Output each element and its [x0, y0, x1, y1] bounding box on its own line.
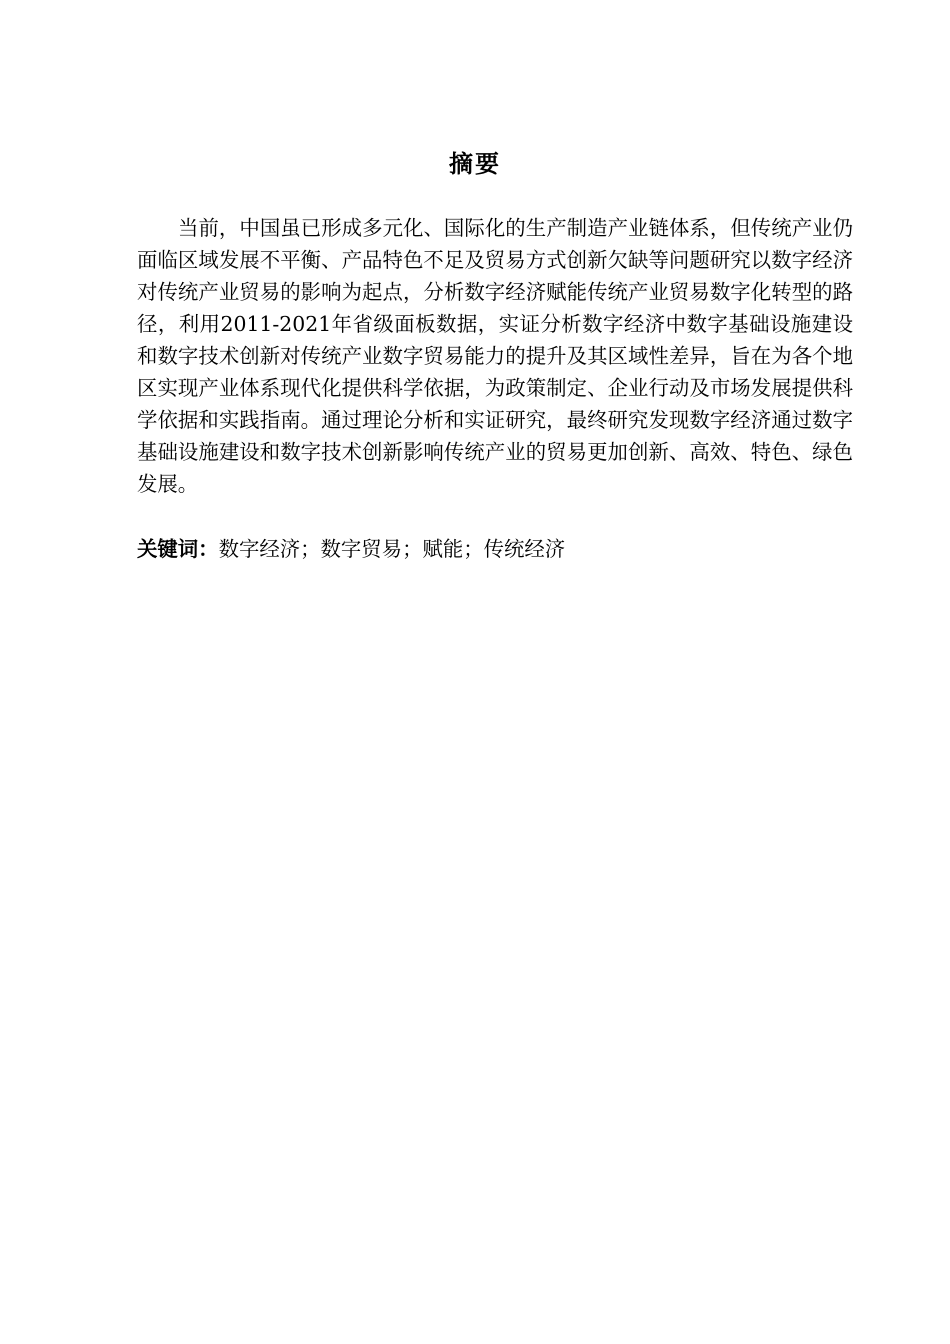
keywords-label: 关键词： [137, 537, 219, 561]
keywords-line [137, 533, 853, 565]
keywords-list: 数字经济；数字贸易；赋能；传统经济 [218, 537, 566, 561]
abstract-paragraph: 当前，中国虽已形成多元化、国际化的生产制造产业链体系，但传统产业仍面临区域发展不平衡、产品特色不足及贸易方式创新欠缺等问题研究以数字经济对传统产业贸易的影响为起点，分析数字经济赋能传统产业贸易数字化转型的路径，利用2011-2021年省级面板数据，实证分析数字经济中数字基础设施建设和数字技术创新对传统产业数字贸易能力的提升及其区域性差异，旨在为各个地区实现产业体系现代化提供科学依据，为政策制定、企业行动及市场发展提供科学依据和实践指南。通过理论分析和实证研究，最终研究发现数字经济通过数字基础设施建设和数字技术创新影响传统产业的贸易更加创新、高效、特色、绿色发展。 [137, 216, 853, 496]
page-title: 摘要 [449, 150, 501, 178]
